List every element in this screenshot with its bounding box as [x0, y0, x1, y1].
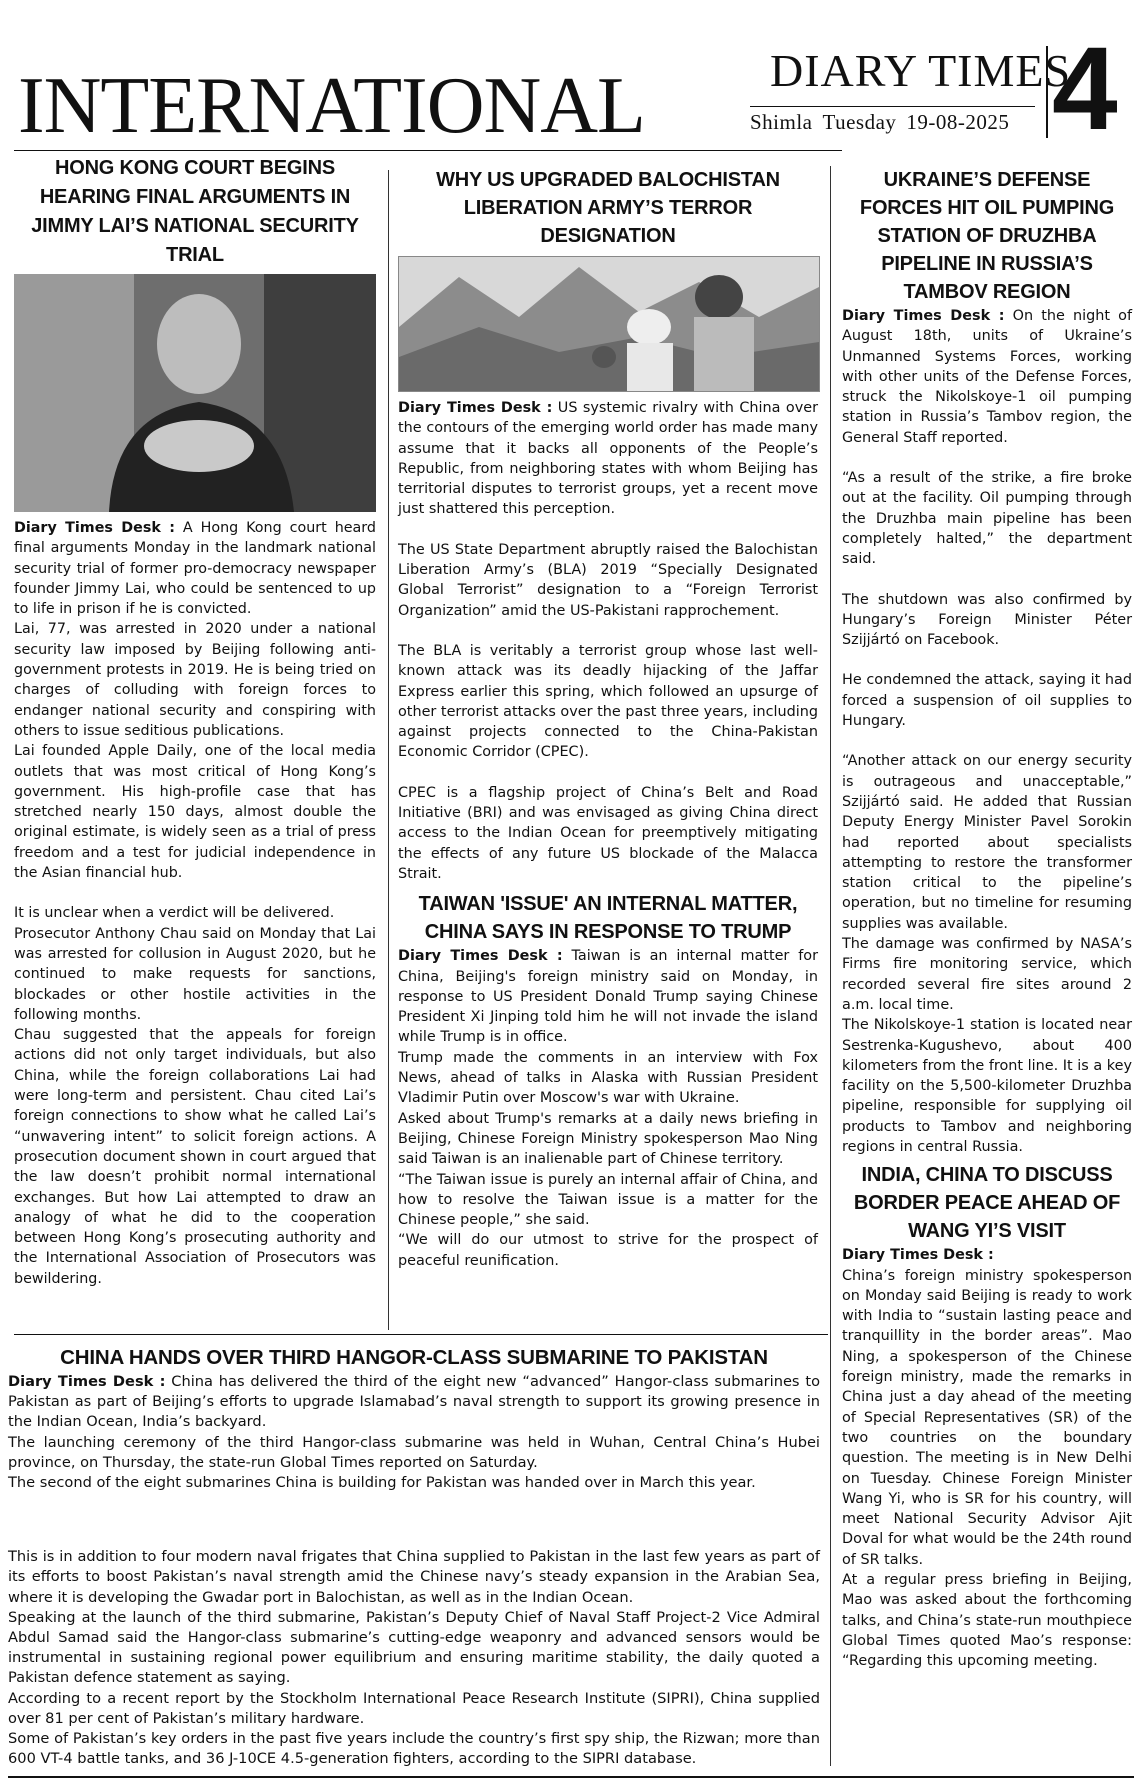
- paragraph: CPEC is a flagship project of China’s Belt and Road Initiative (BRI) and was envisaged as giving China direct access to the Indian Ocean for preemptively mitigating the effects of any future US blockade of the Malacca Strait.: [398, 784, 818, 882]
- masthead-divider: [750, 106, 1035, 107]
- paragraph: Speaking at the launch of the third submarine, Pakistan’s Deputy Chief of Naval Staff Project-2 Vice Admiral Abdul Samad said the Hangor-class submarine’s cutting-edge weaponry and advanced sensors would be instrumental in sustaining regional power equilibrium and ensuring maritime stability, the daily quoted a Pakistan defence statement as saying.: [8, 1608, 820, 1687]
- dateline-date: 19-08-2025: [906, 110, 1010, 134]
- paragraph: The second of the eight submarines China is building for Pakistan was handed over in March this year.: [8, 1474, 756, 1492]
- desk-credit: Diary Times Desk :: [398, 400, 553, 416]
- desk-credit: Diary Times Desk :: [8, 1373, 166, 1390]
- paragraph: Lai founded Apple Daily, one of the local media outlets that was most critical of Hong Kong’s government. His high-profile case that has stretched nearly 150 days, almost double the original estimate, is widely seen as a trial of press freedom and a test for judicial independence in the Asian financial hub.: [14, 743, 376, 882]
- desk-credit: Diary Times Desk :: [842, 1247, 994, 1264]
- photo-fighters: [398, 256, 820, 392]
- section-title: INTERNATIONAL: [18, 62, 645, 150]
- story-body: Diary Times Desk : China has delivered the third of the eight new “advanced” Hangor-class submarines to Pakistan as part of Beijing’s efforts to upgrade Islamabad’s naval strength to support its growing presence in the Indian Ocean, India’s backyard.: [8, 1373, 820, 1431]
- paragraph: “The Taiwan issue is purely an internal affair of China, and how to resolve the Taiwan issue is a matter for the Chinese people,” she said.: [398, 1171, 818, 1229]
- story-body: Diary Times Desk : US systemic rivalry with China over the contours of the emerging world order has made many assume that it backs all opponents of the People’s Republic, from neighboring states with whom Beijing has territorial disputes to terrorist groups, yet a recent move just shattered this perception.: [398, 400, 818, 518]
- dateline-day: Tuesday: [822, 110, 897, 134]
- paragraph: The launching ceremony of the third Hangor-class submarine was held in Wuhan, Central China’s Hubei province, on Thursday, the state-run Global Times reported on Saturday.: [8, 1433, 820, 1471]
- headline: UKRAINE’S DEFENSE FORCES HIT OIL PUMPING STATION OF DRUZHBA PIPELINE IN RUSSIA’S TAMBOV REGION: [859, 169, 1115, 303]
- paragraph: Chau suggested that the appeals for foreign actions did not only target individuals, but also China, while the foreign collaborations Lai had were long-term and persistent. Chau cited Lai’s foreign connections to show what he called Lai’s “unwavering intent” to solicit foreign actions. A prosecution document shown in court argued that the law doesn’t prohibit normal international exchanges. But how Lai attempted to draw an analogy of what he did to the cooperation between Hong Kong’s prosecuting authority and the International Association of Prosecutors was bewildering.: [14, 1027, 376, 1287]
- paragraph: “Another attack on our energy security is outrageous and unacceptable,” Szijjártó said. He added that Russian Deputy Energy Minister Pavel Sorokin had reported about specialists attempting to restore the transformer station critical to the pipeline’s operation, but no timeline for resuming supplies was available.: [842, 753, 1132, 932]
- dateline: [750, 110, 1019, 135]
- headline: WHY US UPGRADED BALOCHISTAN LIBERATION ARMY’S TERROR DESIGNATION: [436, 169, 780, 247]
- story-submarine: [8, 1344, 820, 1769]
- paragraph: Asked about Trump's remarks at a daily news briefing in Beijing, Chinese Foreign Ministry spokesperson Mao Ning said Taiwan is an inalienable part of Chinese territory.: [398, 1110, 818, 1168]
- paragraph: The US State Department abruptly raised the Balochistan Liberation Army’s (BLA) 2019 “Specially Designated Global Terrorist” designation to a “Foreign Terrorist Organization” amid the US-Pakistani rapprochement.: [398, 541, 818, 619]
- column-rule-2: [830, 166, 831, 1766]
- paragraph: He condemned the attack, saying it had forced a suspension of oil supplies to Hungary.: [842, 672, 1132, 730]
- portrait-image: [14, 274, 376, 512]
- page-number: 4: [1052, 23, 1118, 155]
- landscape-image: [399, 257, 819, 391]
- headline: HONG KONG COURT BEGINS HEARING FINAL ARGUMENTS IN JIMMY LAI’S NATIONAL SECURITY TRIAL: [31, 157, 359, 266]
- story-body: Diary Times Desk : A Hong Kong court heard final arguments Monday in the landmark national security trial of former pro-democracy newspaper founder Jimmy Lai, who could be sentenced to up to life in prison if he is convicted.: [14, 520, 377, 618]
- footer-rule: [8, 1776, 1134, 1778]
- paragraph: “As a result of the strike, a fire broke out at the facility. Oil pumping through the Druzhba main pipeline has been completely halted,” the department said.: [842, 470, 1132, 568]
- paragraph: This is in addition to four modern naval frigates that China supplied to Pakistan in the last few years as part of its efforts to boost Pakistan’s naval strength amid the Chinese navy’s steady expansion in the Arabian Sea, where it is developing the Gwadar port in Balochistan, as well as in the Indian Ocean.: [8, 1548, 820, 1606]
- top-rule: [14, 150, 842, 151]
- bottom-story-rule: [14, 1334, 828, 1335]
- paragraph: Some of Pakistan’s key orders in the past five years include the country’s first spy ship, the Rizwan; more than 600 VT-4 battle tanks, and 36 J-10CE 4.5-generation fighters, according to the SIPRI database.: [8, 1730, 820, 1768]
- masthead-vertical-rule: [1046, 46, 1048, 138]
- paragraph: Lai, 77, was arrested in 2020 under a national security law imposed by Beijing following anti-government protests in 2019. He is being tried on charges of colluding with foreign forces to endanger national security and conspiring with others to issue seditious publications.: [14, 621, 376, 739]
- paragraph: It is unclear when a verdict will be delivered.: [14, 905, 335, 922]
- headline: CHINA HANDS OVER THIRD HANGOR-CLASS SUBMARINE TO PAKISTAN: [60, 1346, 768, 1369]
- headline: TAIWAN 'ISSUE' AN INTERNAL MATTER, CHINA SAYS IN RESPONSE TO TRUMP: [418, 893, 798, 944]
- paragraph: “We will do our utmost to strive for the prospect of peaceful reunification.: [398, 1232, 818, 1269]
- dateline-city: Shimla: [750, 110, 813, 134]
- paragraph: China’s foreign ministry spokesperson on Monday said Beijing is ready to work with India to “sustain lasting peace and tranquillity in the border areas”. Mao Ning, a spokesperson of the Chinese foreign ministry, made the remarks in China just a day ahead of the meeting of Special Representatives (SR) of the two countries on the boundary question. The meeting is in New Delhi on Tuesday. Chinese Foreign Minister Wang Yi, who is SR for his country, will meet National Security Advisor Ajit Doval for what would be the 24th round of SR talks.: [842, 1267, 1132, 1568]
- story-balochistan: [398, 166, 818, 1271]
- paragraph: The Nikolskoye-1 station is located near Sestrenka-Kugushevo, about 400 kilometers from the front line. It is a key facility on the 5,500-kilometer Druzhba pipeline, responsible for supplying oil products to Tambov and neighboring regions in central Russia.: [842, 1017, 1132, 1155]
- paragraph: Trump made the comments in an interview with Fox News, ahead of talks in Alaska with Russian President Vladimir Putin over Moscow's war with Ukraine.: [398, 1049, 818, 1107]
- paragraph: The BLA is veritably a terrorist group whose last well-known attack was its deadly hijacking of the Jaffar Express earlier this spring, which followed an upsurge of other terrorist attacks over the past three years, including against projects connected to the China-Pakistan Economic Corridor (CPEC).: [398, 642, 818, 761]
- paragraph: Prosecutor Anthony Chau said on Monday that Lai was arrested for collusion in August 2020, but he continued to make requests for sanctions, blockades or other hostile activities in the following months.: [14, 925, 376, 1023]
- story-ukraine: [842, 166, 1132, 1672]
- desk-credit: Diary Times Desk :: [14, 520, 175, 536]
- story-body: Diary Times Desk : On the night of August 18th, units of Ukraine’s Unmanned Systems Forces, working with other units of the Defense Forces, struck the Nikolskoye-1 oil pumping station in Russia’s Tambov region, the General Staff reported.: [842, 308, 1133, 446]
- photo-jimmy-lai: [14, 274, 376, 512]
- paragraph: According to a recent report by the Stockholm International Peace Research Institute (SIPRI), China supplied over 81 per cent of Pakistan’s military hardware.: [8, 1689, 820, 1727]
- story-body: Diary Times Desk : Taiwan is an internal matter for China, Beijing's foreign ministry said on Monday, in response to US President Donald Trump saying Chinese President Xi Jinping told him he will not invade the island while Trump is in office.: [398, 948, 818, 1046]
- paper-name: DIARY TIMES: [770, 45, 1072, 96]
- desk-credit: Diary Times Desk :: [842, 308, 1005, 324]
- paragraph: The damage was confirmed by NASA’s Firms fire monitoring service, which recorded several fire sites around 2 a.m. local time.: [842, 936, 1132, 1013]
- column-rule-1: [388, 170, 389, 1330]
- desk-credit: Diary Times Desk :: [398, 948, 563, 965]
- paragraph: The shutdown was also confirmed by Hungary’s Foreign Minister Péter Szijjártó on Facebook.: [842, 591, 1132, 649]
- story-hong-kong: [14, 154, 376, 1289]
- desk-line: [842, 1245, 1132, 1265]
- headline: INDIA, CHINA TO DISCUSS BORDER PEACE AHEAD OF WANG YI’S VISIT: [853, 1164, 1121, 1243]
- paragraph: At a regular press briefing in Beijing, Mao was asked about the forthcoming talks, and China’s state-run mouthpiece Global Times quoted Mao’s response: “Regarding this upcoming meeting.: [842, 1572, 1132, 1670]
